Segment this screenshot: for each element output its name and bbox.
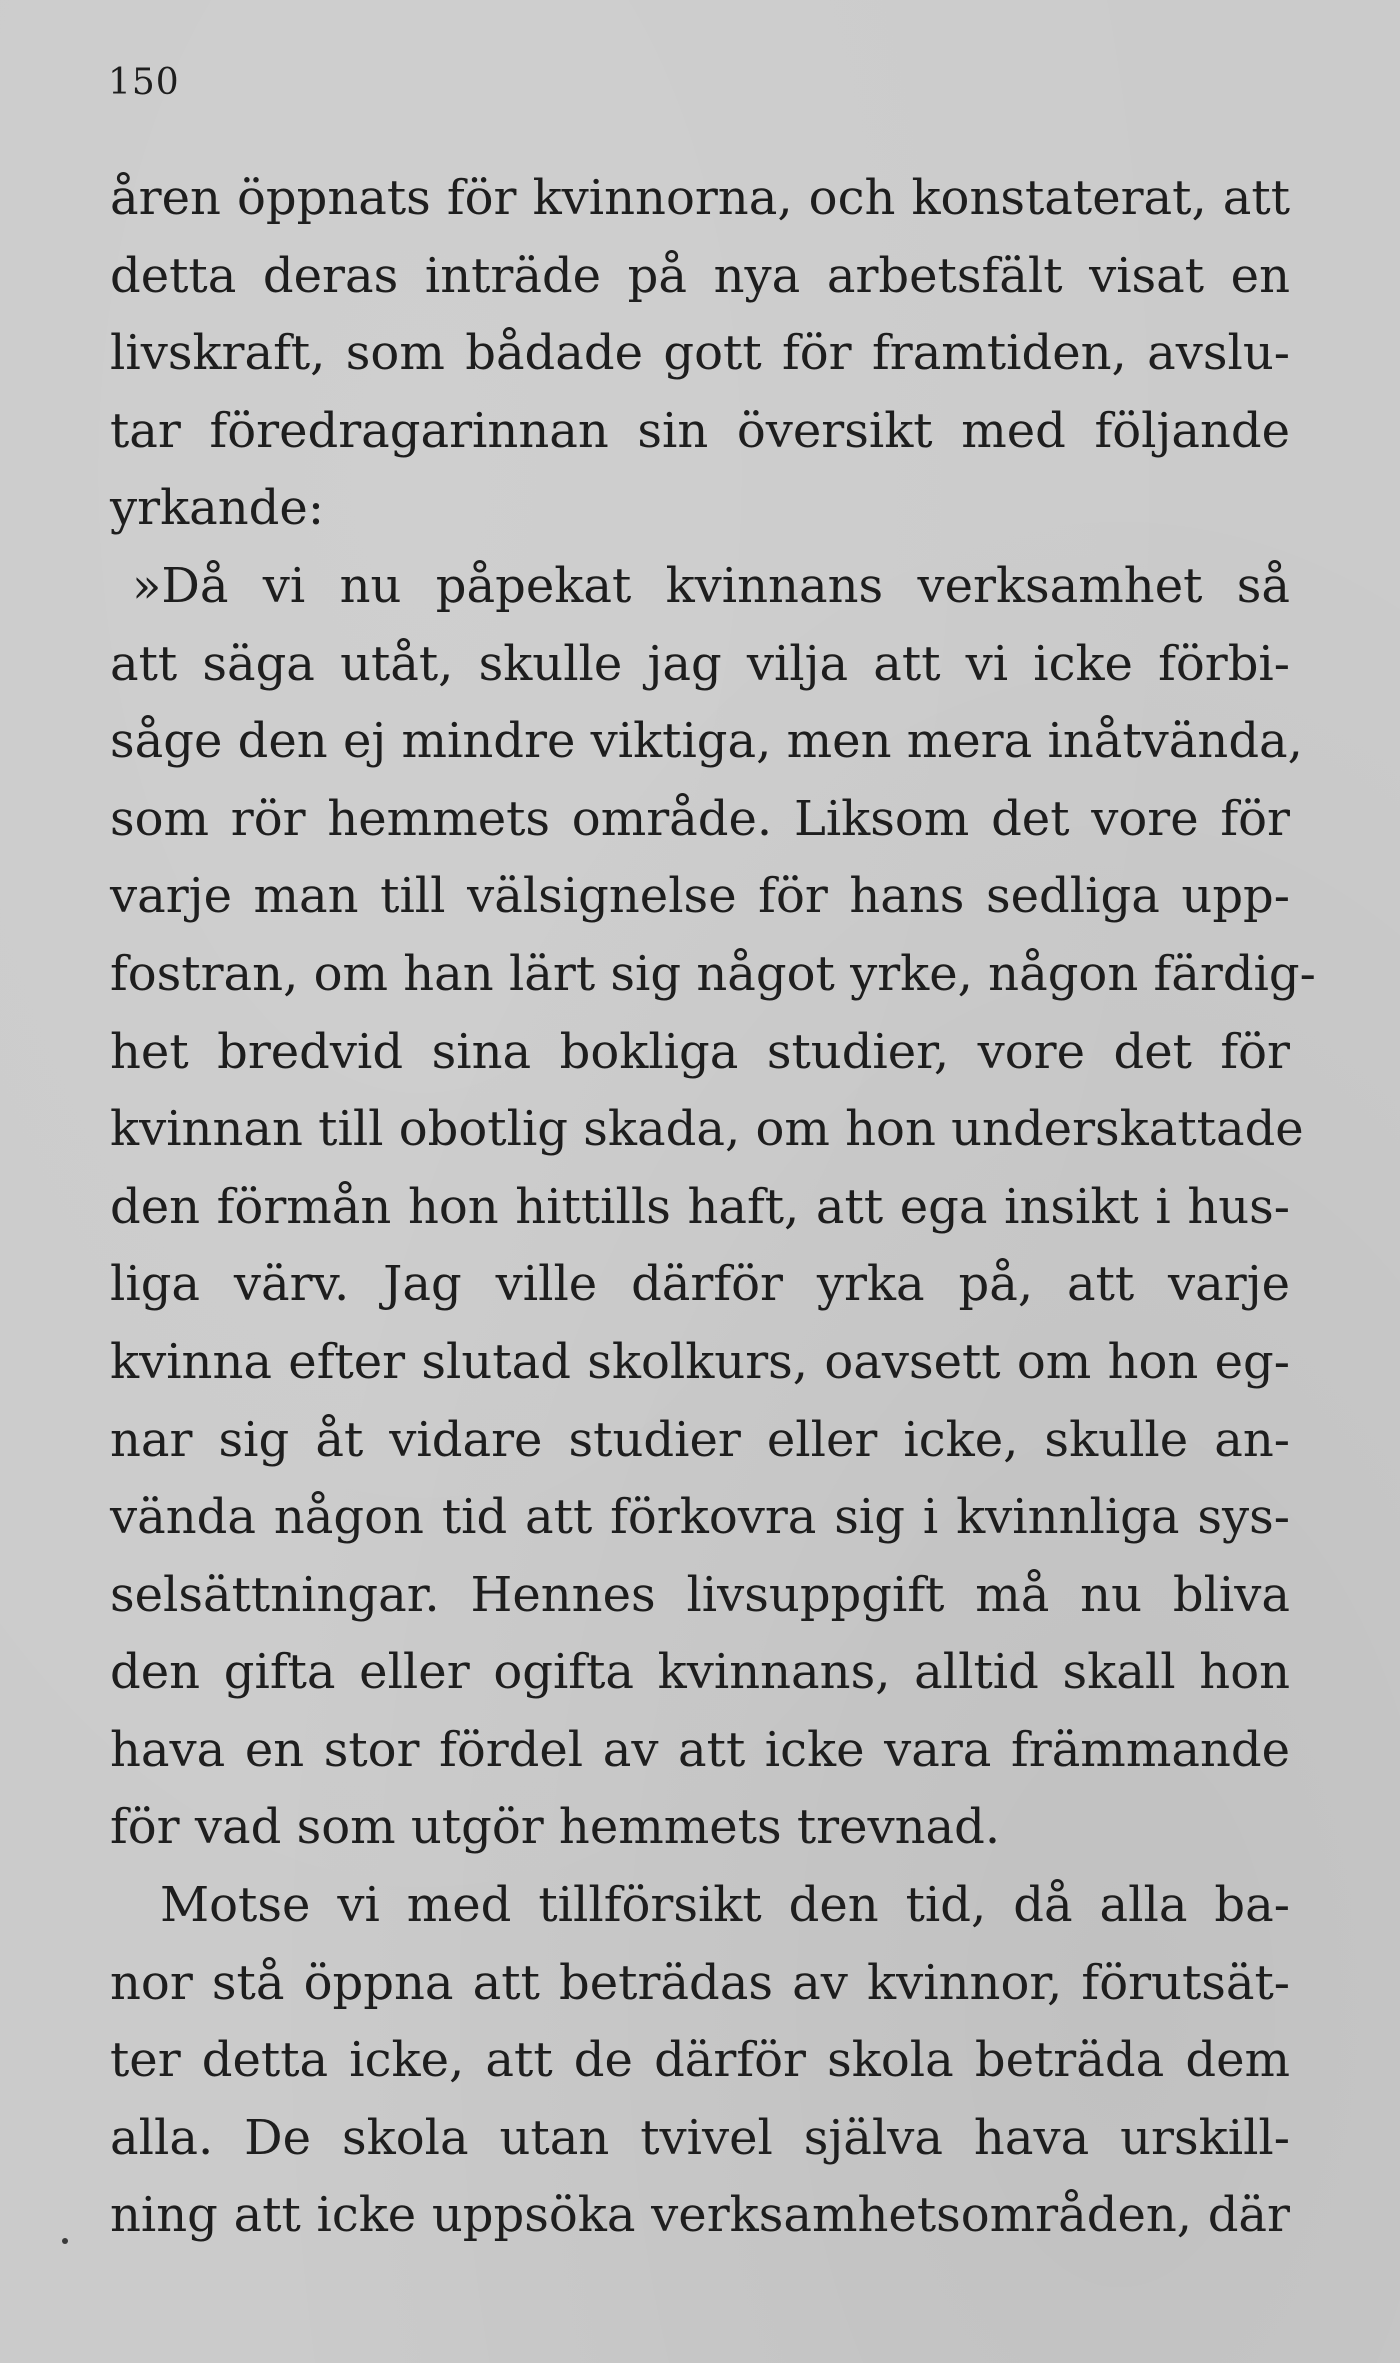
ink-speck	[62, 2238, 68, 2244]
text-line: ning att icke uppsöka verksamhetsområden, där	[110, 2187, 1290, 2244]
text-line: varje man till välsignelse för hans sedliga upp-	[110, 868, 1290, 925]
text-line: nar sig åt vidare studier eller icke, skulle an-	[110, 1411, 1290, 1468]
text-line: hava en stor fördel av att icke vara främmande	[110, 1721, 1290, 1778]
text-line: ter detta icke, att de därför skola beträda dem	[110, 2032, 1290, 2089]
body-text	[110, 160, 1316, 2255]
text-line: nor stå öppna att beträdas av kvinnor, förutsät-	[110, 1954, 1290, 2011]
text-line: som rör hemmets område. Liksom det vore för	[110, 790, 1290, 847]
text-line: »Då vi nu påpekat kvinnans verksamhet så	[132, 557, 1290, 614]
text-line: fostran, om han lärt sig något yrke, någon färdig-	[110, 945, 1316, 1002]
text-line: den förmån hon hittills haft, att ega insikt i hus-	[110, 1178, 1290, 1235]
text-line: het bredvid sina bokliga studier, vore det för	[110, 1023, 1290, 1080]
text-line: Motse vi med tillförsikt den tid, då alla ba-	[160, 1877, 1290, 1934]
text-line: att säga utåt, skulle jag vilja att vi icke förbi-	[110, 635, 1290, 692]
text-line: yrkande:	[110, 480, 324, 537]
text-line: såge den ej mindre viktiga, men mera inåtvända,	[110, 713, 1303, 770]
page-number: 150	[108, 62, 180, 103]
text-line: den gifta eller ogifta kvinnans, alltid skall hon	[110, 1644, 1290, 1701]
text-line: åren öppnats för kvinnorna, och konstaterat, att	[110, 170, 1290, 226]
text-line: kvinnan till obotlig skada, om hon underskattade	[110, 1101, 1304, 1158]
text-line: vända någon tid att förkovra sig i kvinnliga sys-	[110, 1489, 1290, 1546]
text-line: detta deras inträde på nya arbetsfält visat en	[110, 247, 1290, 304]
text-line: alla. De skola utan tvivel själva hava urskill-	[110, 2109, 1290, 2166]
text-line: kvinna efter slutad skolkurs, oavsett om hon eg-	[110, 1333, 1290, 1390]
text-line: för vad som utgör hemmets trevnad.	[110, 1799, 1001, 1856]
text-line: tar föredragarinnan sin översikt med följande	[110, 402, 1290, 459]
text-line: livskraft, som bådade gott för framtiden, avslu-	[110, 325, 1290, 382]
text-line: liga värv. Jag ville därför yrka på, att varje	[110, 1256, 1290, 1313]
text-line: selsättningar. Hennes livsuppgift må nu bliva	[110, 1566, 1290, 1623]
